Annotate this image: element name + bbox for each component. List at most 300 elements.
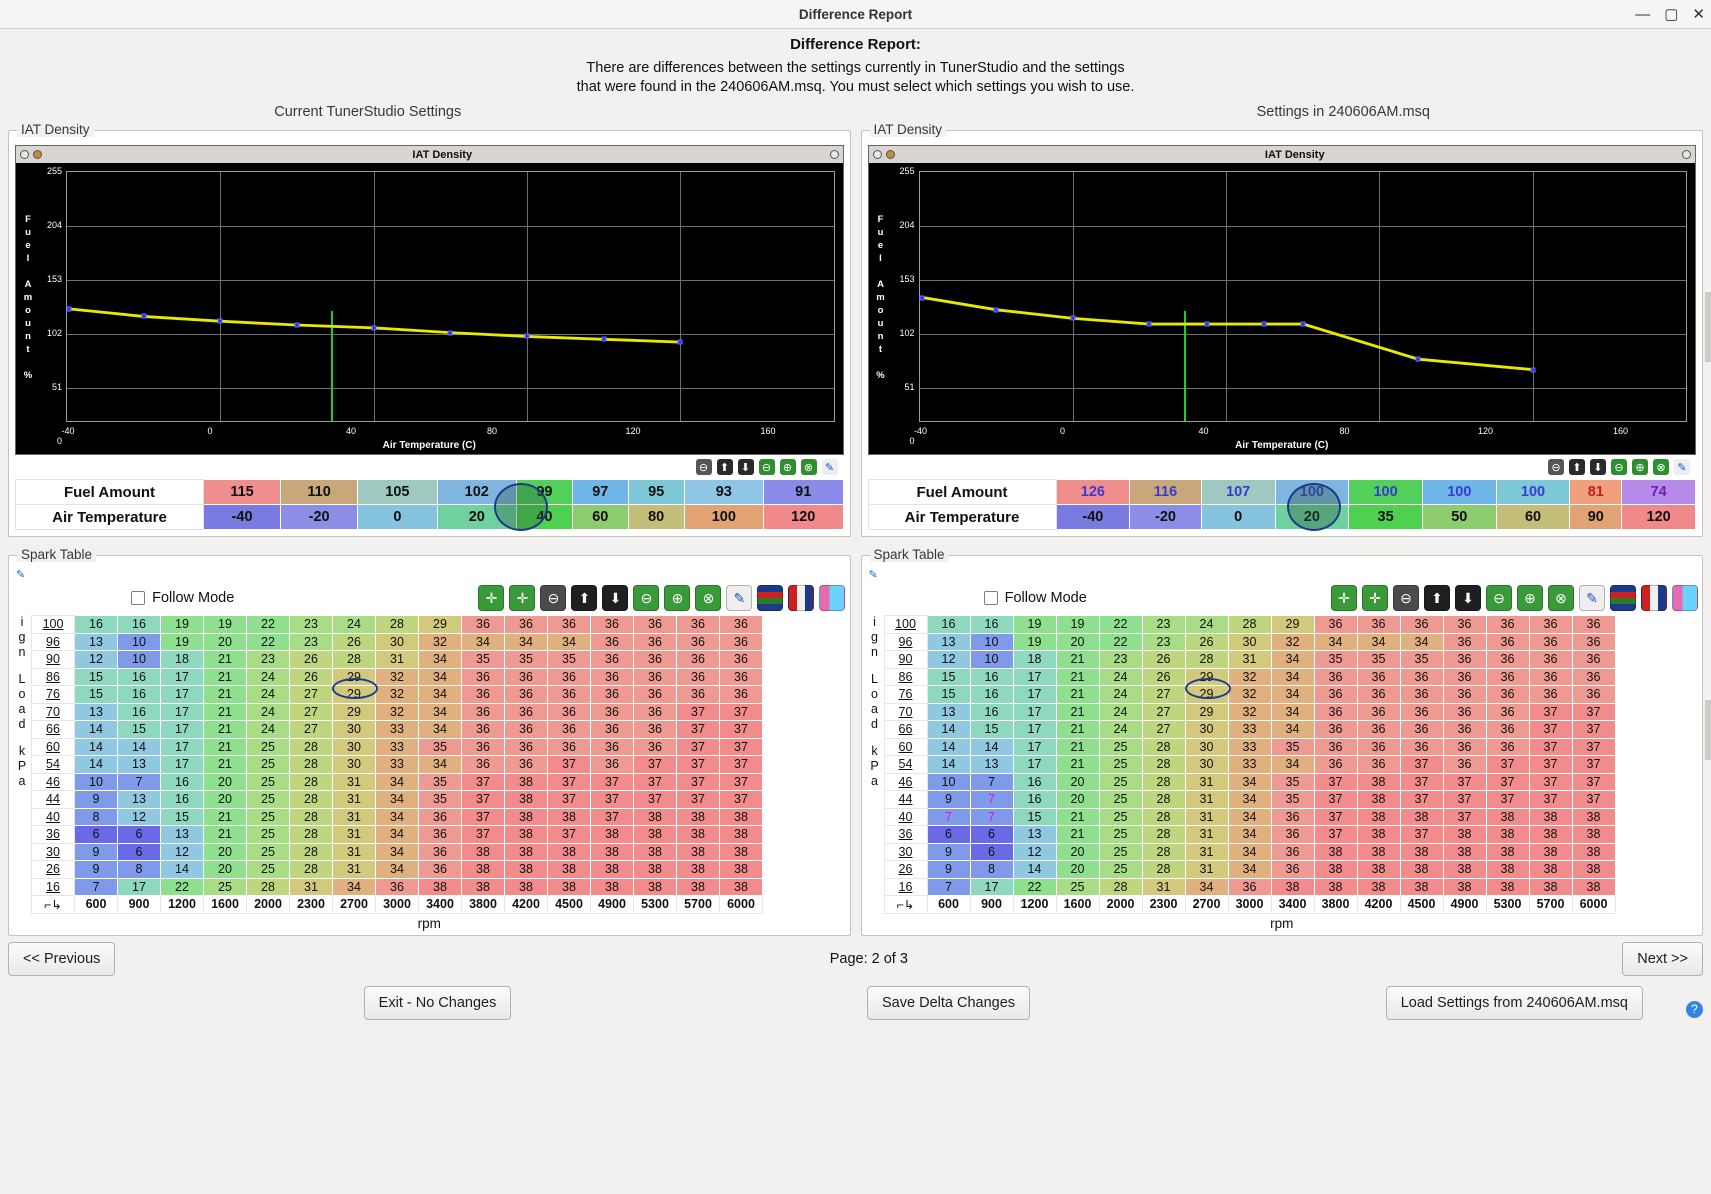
cell[interactable]: 38 [677, 878, 720, 896]
cell[interactable]: 38 [1443, 843, 1486, 861]
cell[interactable]: 34 [419, 668, 462, 686]
cell[interactable]: 15 [75, 686, 118, 704]
arrow-down-icon[interactable]: ⬇ [1455, 585, 1481, 611]
cell[interactable]: 36 [1529, 616, 1572, 634]
cell[interactable]: 15 [1013, 808, 1056, 826]
cell[interactable]: 21 [204, 826, 247, 844]
cell[interactable]: 23 [1142, 616, 1185, 634]
cell[interactable]: 34 [462, 633, 505, 651]
cell[interactable]: 36 [1314, 668, 1357, 686]
cell[interactable]: 29 [1271, 616, 1314, 634]
cell[interactable]: 32 [1228, 686, 1271, 704]
cell[interactable]: 6 [970, 826, 1013, 844]
cell[interactable]: 36 [720, 686, 763, 704]
cell[interactable]: 37 [462, 791, 505, 809]
minus-tool-icon[interactable]: ⊖ [1548, 459, 1564, 475]
cell[interactable]: 38 [1357, 791, 1400, 809]
cell[interactable]: 21 [204, 703, 247, 721]
rpm-label[interactable]: 3400 [1271, 896, 1314, 914]
save-delta-changes-button[interactable]: Save Delta Changes [867, 986, 1030, 1020]
cell[interactable]: 34 [1271, 756, 1314, 774]
cell[interactable]: 34 [419, 703, 462, 721]
cell[interactable]: 21 [204, 738, 247, 756]
cell[interactable]: 19 [1013, 616, 1056, 634]
cell[interactable]: 9 [75, 843, 118, 861]
cell[interactable]: 6 [927, 826, 970, 844]
cell[interactable]: 25 [204, 878, 247, 896]
cell[interactable]: 38 [591, 826, 634, 844]
cell[interactable]: 21 [204, 756, 247, 774]
cell[interactable]: 36 [1400, 721, 1443, 739]
pencil-icon[interactable]: ✎ [868, 569, 878, 581]
cell[interactable]: 28 [290, 861, 333, 879]
cell[interactable]: 37 [1486, 791, 1529, 809]
rpm-label[interactable]: 5300 [1486, 896, 1529, 914]
increase-icon[interactable]: ⊕ [664, 585, 690, 611]
cell[interactable]: 36 [1357, 668, 1400, 686]
cell[interactable]: 25 [1099, 861, 1142, 879]
cell[interactable]: 38 [505, 861, 548, 879]
cell[interactable]: 34 [1228, 773, 1271, 791]
cell[interactable]: 40 [516, 505, 572, 530]
cell[interactable]: 97 [572, 480, 628, 505]
cell[interactable]: 100 [1349, 480, 1423, 505]
load-label[interactable]: 100 [32, 616, 75, 634]
rpm-label[interactable]: 5700 [1529, 896, 1572, 914]
cell[interactable]: 35 [1400, 651, 1443, 669]
cell[interactable]: 34 [1357, 633, 1400, 651]
cell[interactable]: 19 [204, 616, 247, 634]
scrollbar-thumb[interactable] [1705, 700, 1711, 760]
clear-tool-icon[interactable]: ⊗ [1653, 459, 1669, 475]
cell[interactable]: 28 [333, 651, 376, 669]
cell[interactable]: 36 [548, 686, 591, 704]
cell[interactable]: 38 [677, 808, 720, 826]
exit-no-changes-button[interactable]: Exit - No Changes [364, 986, 512, 1020]
cell[interactable]: 36 [677, 633, 720, 651]
cell[interactable]: 36 [1486, 703, 1529, 721]
cell[interactable]: 38 [1314, 861, 1357, 879]
cell[interactable]: 31 [1142, 878, 1185, 896]
load-label[interactable]: 40 [32, 808, 75, 826]
cell[interactable]: 23 [290, 616, 333, 634]
cell[interactable]: 38 [1529, 843, 1572, 861]
follow-mode-toggle[interactable] [131, 590, 234, 606]
cell[interactable]: 36 [1357, 721, 1400, 739]
cell[interactable]: 35 [548, 651, 591, 669]
cell[interactable]: 36 [1400, 738, 1443, 756]
spark-grid-right[interactable] [884, 615, 1616, 914]
cell[interactable]: 7 [118, 773, 161, 791]
cell[interactable]: 20 [1056, 633, 1099, 651]
add-green-alt-icon[interactable]: ✛ [1362, 585, 1388, 611]
cell[interactable]: 31 [290, 878, 333, 896]
cell[interactable]: 36 [720, 616, 763, 634]
cell[interactable]: 31 [1185, 826, 1228, 844]
cell[interactable]: 31 [333, 808, 376, 826]
cell[interactable]: 8 [75, 808, 118, 826]
cell[interactable]: 21 [1056, 703, 1099, 721]
cell[interactable]: 36 [548, 668, 591, 686]
cell[interactable]: 27 [290, 721, 333, 739]
cell[interactable]: 37 [1486, 773, 1529, 791]
cell[interactable]: 35 [1349, 505, 1423, 530]
cell[interactable]: 37 [677, 703, 720, 721]
cell[interactable]: 21 [1056, 686, 1099, 704]
cell[interactable]: 37 [1400, 791, 1443, 809]
cell[interactable]: 60 [572, 505, 628, 530]
cell[interactable]: 35 [1314, 651, 1357, 669]
rpm-label[interactable]: 1600 [204, 896, 247, 914]
cell[interactable]: 30 [1228, 633, 1271, 651]
cell[interactable]: 36 [419, 861, 462, 879]
cell[interactable]: 36 [505, 703, 548, 721]
rpm-label[interactable]: 1200 [161, 896, 204, 914]
cell[interactable]: 38 [1486, 808, 1529, 826]
cell[interactable]: 36 [462, 738, 505, 756]
rpm-label[interactable]: 4500 [1400, 896, 1443, 914]
cell[interactable]: 36 [1400, 703, 1443, 721]
cell[interactable]: 38 [677, 843, 720, 861]
cell[interactable]: 37 [1572, 791, 1615, 809]
cell[interactable]: 34 [1271, 703, 1314, 721]
cell[interactable]: -20 [1130, 505, 1202, 530]
cell[interactable]: 38 [1572, 808, 1615, 826]
cell[interactable]: 13 [927, 633, 970, 651]
load-label[interactable]: 26 [32, 861, 75, 879]
cell[interactable]: 36 [1486, 686, 1529, 704]
load-label[interactable]: 44 [884, 791, 927, 809]
cell[interactable]: 37 [462, 773, 505, 791]
cell[interactable]: 36 [591, 721, 634, 739]
cell[interactable]: 33 [1228, 738, 1271, 756]
cell[interactable]: 36 [1486, 633, 1529, 651]
cell[interactable]: 33 [376, 756, 419, 774]
cell[interactable]: 36 [1271, 826, 1314, 844]
cell[interactable]: 34 [548, 633, 591, 651]
cell[interactable]: 36 [1572, 668, 1615, 686]
load-label[interactable]: 86 [32, 668, 75, 686]
cell[interactable]: 30 [1185, 721, 1228, 739]
cell[interactable]: 36 [1443, 686, 1486, 704]
cell[interactable]: 38 [548, 808, 591, 826]
pencil-tool-icon[interactable]: ✎ [822, 459, 838, 475]
cell[interactable]: 36 [505, 616, 548, 634]
cell[interactable]: 22 [247, 616, 290, 634]
cell[interactable]: 38 [1486, 826, 1529, 844]
cell[interactable]: 36 [1486, 668, 1529, 686]
load-label[interactable]: 54 [32, 756, 75, 774]
cell[interactable]: 36 [634, 686, 677, 704]
graph-dot-icon[interactable] [20, 150, 29, 159]
cell[interactable]: 25 [247, 791, 290, 809]
cell[interactable]: 36 [376, 878, 419, 896]
cell[interactable]: 14 [75, 738, 118, 756]
cell[interactable]: 29 [333, 703, 376, 721]
cell[interactable]: 38 [634, 843, 677, 861]
cell[interactable]: 14 [75, 721, 118, 739]
graph-dot-icon[interactable] [1682, 150, 1691, 159]
cell[interactable]: 37 [1400, 756, 1443, 774]
cell[interactable]: 18 [161, 651, 204, 669]
cell[interactable]: 33 [376, 721, 419, 739]
cell[interactable]: 37 [462, 826, 505, 844]
rows-icon[interactable] [757, 585, 783, 611]
cell[interactable]: 28 [1142, 738, 1185, 756]
cell[interactable]: 37 [591, 773, 634, 791]
cell[interactable]: 12 [927, 651, 970, 669]
cell[interactable]: 13 [118, 756, 161, 774]
cell[interactable]: 36 [677, 668, 720, 686]
cell[interactable]: 9 [927, 791, 970, 809]
cell[interactable]: 33 [1228, 756, 1271, 774]
cell[interactable]: 36 [1271, 843, 1314, 861]
cell[interactable]: 50 [1422, 505, 1496, 530]
cell[interactable]: 35 [419, 738, 462, 756]
rpm-label[interactable]: 900 [970, 896, 1013, 914]
load-label[interactable]: 40 [884, 808, 927, 826]
cell[interactable]: 60 [1496, 505, 1570, 530]
rpm-label[interactable]: 3800 [462, 896, 505, 914]
cell[interactable]: 9 [75, 861, 118, 879]
cell[interactable]: 25 [247, 756, 290, 774]
cell[interactable]: 32 [376, 686, 419, 704]
cell[interactable]: 13 [75, 633, 118, 651]
cell[interactable]: 33 [1228, 721, 1271, 739]
cell[interactable]: 34 [1400, 633, 1443, 651]
cell[interactable]: 37 [1529, 738, 1572, 756]
cell[interactable]: 95 [628, 480, 684, 505]
cell[interactable]: 36 [505, 738, 548, 756]
rpm-label[interactable]: 2000 [1099, 896, 1142, 914]
cell[interactable]: 21 [204, 721, 247, 739]
cell[interactable]: 38 [1529, 826, 1572, 844]
cell[interactable]: 25 [1099, 773, 1142, 791]
cell[interactable]: 28 [1142, 843, 1185, 861]
cell[interactable]: 27 [1142, 721, 1185, 739]
cell[interactable]: 34 [1228, 826, 1271, 844]
load-label[interactable]: 96 [32, 633, 75, 651]
cell[interactable]: 36 [419, 808, 462, 826]
load-label[interactable]: 46 [32, 773, 75, 791]
cell[interactable]: 37 [1529, 756, 1572, 774]
cell[interactable]: 35 [1271, 791, 1314, 809]
load-label[interactable]: 26 [884, 861, 927, 879]
cell[interactable]: 37 [1572, 773, 1615, 791]
cell[interactable]: 38 [720, 878, 763, 896]
cell[interactable]: 17 [161, 738, 204, 756]
cell[interactable]: 37 [548, 773, 591, 791]
cell[interactable]: 16 [161, 773, 204, 791]
follow-mode-toggle[interactable] [984, 590, 1087, 606]
cell[interactable]: 10 [118, 651, 161, 669]
cell[interactable]: 37 [1314, 826, 1357, 844]
cell[interactable]: 25 [247, 773, 290, 791]
cell[interactable]: 116 [1130, 480, 1202, 505]
cell[interactable]: 38 [1529, 878, 1572, 896]
cell[interactable]: 36 [505, 668, 548, 686]
cell[interactable]: 36 [548, 721, 591, 739]
cell[interactable]: 38 [1443, 861, 1486, 879]
cell[interactable]: 38 [1271, 878, 1314, 896]
cell[interactable]: 36 [1314, 721, 1357, 739]
cell[interactable]: 16 [75, 616, 118, 634]
cell[interactable]: 90 [1570, 505, 1622, 530]
cell[interactable]: 19 [161, 616, 204, 634]
cell[interactable]: 17 [1013, 756, 1056, 774]
load-label[interactable]: 44 [32, 791, 75, 809]
cell[interactable]: 37 [1529, 791, 1572, 809]
cell[interactable]: 36 [1443, 721, 1486, 739]
cell[interactable]: 7 [927, 808, 970, 826]
cell[interactable]: 15 [161, 808, 204, 826]
cell[interactable]: 91 [764, 480, 844, 505]
cell[interactable]: 17 [1013, 686, 1056, 704]
cell[interactable]: 14 [161, 861, 204, 879]
cell[interactable]: 38 [1357, 773, 1400, 791]
cell[interactable]: 34 [376, 826, 419, 844]
cell[interactable]: 36 [1443, 633, 1486, 651]
cell[interactable]: 38 [548, 878, 591, 896]
minus-icon[interactable]: ⊖ [1393, 585, 1419, 611]
cell[interactable]: 21 [204, 686, 247, 704]
cell[interactable]: 36 [1443, 651, 1486, 669]
cell[interactable]: 35 [1271, 773, 1314, 791]
cell[interactable]: 19 [1013, 633, 1056, 651]
cell[interactable]: 36 [1529, 633, 1572, 651]
rpm-label[interactable]: 4900 [591, 896, 634, 914]
cell[interactable]: 37 [548, 826, 591, 844]
cell[interactable]: 120 [1622, 505, 1696, 530]
add-green-icon[interactable]: ✛ [478, 585, 504, 611]
cell[interactable]: 21 [1056, 756, 1099, 774]
cell[interactable]: 7 [927, 878, 970, 896]
rpm-label[interactable]: 2000 [247, 896, 290, 914]
cell[interactable]: 38 [462, 878, 505, 896]
cell[interactable]: 37 [634, 756, 677, 774]
cell[interactable]: 38 [634, 808, 677, 826]
cell[interactable]: 38 [505, 826, 548, 844]
cell[interactable]: 34 [1271, 651, 1314, 669]
cell[interactable]: 24 [247, 686, 290, 704]
arrow-down-icon[interactable]: ⬇ [602, 585, 628, 611]
cell[interactable]: 37 [677, 773, 720, 791]
cell[interactable]: 38 [505, 773, 548, 791]
cell[interactable]: 31 [1185, 861, 1228, 879]
cell[interactable]: 36 [591, 633, 634, 651]
rows-icon[interactable] [1610, 585, 1636, 611]
pencil-tool-icon[interactable]: ✎ [726, 585, 752, 611]
cell[interactable]: 38 [720, 843, 763, 861]
cell[interactable]: 32 [376, 668, 419, 686]
cell[interactable]: 93 [684, 480, 763, 505]
cell[interactable]: 31 [333, 826, 376, 844]
cell[interactable]: 37 [1443, 791, 1486, 809]
cell[interactable]: 15 [970, 721, 1013, 739]
cell[interactable]: 16 [1013, 773, 1056, 791]
increase-tool-icon[interactable]: ⊕ [780, 459, 796, 475]
cell[interactable]: 36 [634, 651, 677, 669]
cell[interactable]: 38 [462, 843, 505, 861]
load-label[interactable]: 54 [884, 756, 927, 774]
cell[interactable]: 37 [1572, 756, 1615, 774]
cell[interactable]: 24 [1099, 668, 1142, 686]
cell[interactable]: 36 [1271, 861, 1314, 879]
cell[interactable]: 37 [1572, 738, 1615, 756]
cell[interactable]: 38 [1400, 808, 1443, 826]
cell[interactable]: 12 [75, 651, 118, 669]
cell[interactable]: 36 [634, 721, 677, 739]
cell[interactable]: 37 [677, 756, 720, 774]
cell[interactable]: 38 [419, 878, 462, 896]
cell[interactable]: 25 [1099, 756, 1142, 774]
cell[interactable]: 37 [1314, 808, 1357, 826]
cell[interactable]: 37 [1314, 791, 1357, 809]
cell[interactable]: 37 [1443, 808, 1486, 826]
cell[interactable]: 36 [1357, 686, 1400, 704]
cell[interactable]: 10 [118, 633, 161, 651]
follow-mode-checkbox[interactable] [131, 591, 145, 605]
load-label[interactable]: 30 [884, 843, 927, 861]
decrease-tool-icon[interactable]: ⊖ [759, 459, 775, 475]
cell[interactable]: 12 [161, 843, 204, 861]
rpm-label[interactable]: 3000 [1228, 896, 1271, 914]
cell[interactable]: 36 [634, 668, 677, 686]
cell[interactable]: 36 [1228, 878, 1271, 896]
cell[interactable]: 36 [462, 721, 505, 739]
load-label[interactable]: 30 [32, 843, 75, 861]
cell[interactable]: 110 [281, 480, 358, 505]
cell[interactable]: 36 [1443, 738, 1486, 756]
cell[interactable]: 38 [548, 861, 591, 879]
cell[interactable]: 34 [1228, 808, 1271, 826]
cell[interactable]: 36 [505, 721, 548, 739]
cell[interactable]: 28 [290, 826, 333, 844]
cell[interactable]: 28 [1228, 616, 1271, 634]
cell[interactable]: 23 [290, 633, 333, 651]
cell[interactable]: 37 [677, 721, 720, 739]
cell[interactable]: 99 [516, 480, 572, 505]
cell[interactable]: 31 [376, 651, 419, 669]
cell[interactable]: 36 [1314, 616, 1357, 634]
cell[interactable]: 34 [1314, 633, 1357, 651]
cell[interactable]: 36 [505, 756, 548, 774]
cell[interactable]: 24 [333, 616, 376, 634]
cell[interactable]: 21 [1056, 738, 1099, 756]
cell[interactable]: 21 [1056, 721, 1099, 739]
cell[interactable]: 36 [505, 686, 548, 704]
cell[interactable]: 36 [677, 651, 720, 669]
cell[interactable]: 20 [204, 843, 247, 861]
cell[interactable]: 34 [376, 773, 419, 791]
cell[interactable]: 16 [970, 616, 1013, 634]
cell[interactable]: 34 [419, 721, 462, 739]
cell[interactable]: 8 [970, 861, 1013, 879]
cell[interactable]: 26 [290, 651, 333, 669]
cell[interactable]: 7 [970, 791, 1013, 809]
cell[interactable]: 25 [1099, 826, 1142, 844]
cell[interactable]: 102 [437, 480, 516, 505]
graph-dot-icon[interactable] [830, 150, 839, 159]
cell[interactable]: 14 [927, 721, 970, 739]
cell[interactable]: 14 [970, 738, 1013, 756]
cell[interactable]: 16 [118, 703, 161, 721]
cell[interactable]: 37 [720, 773, 763, 791]
cell[interactable]: 38 [1357, 843, 1400, 861]
cell[interactable]: 16 [970, 703, 1013, 721]
cell[interactable]: 38 [1486, 861, 1529, 879]
cell[interactable]: 38 [505, 791, 548, 809]
